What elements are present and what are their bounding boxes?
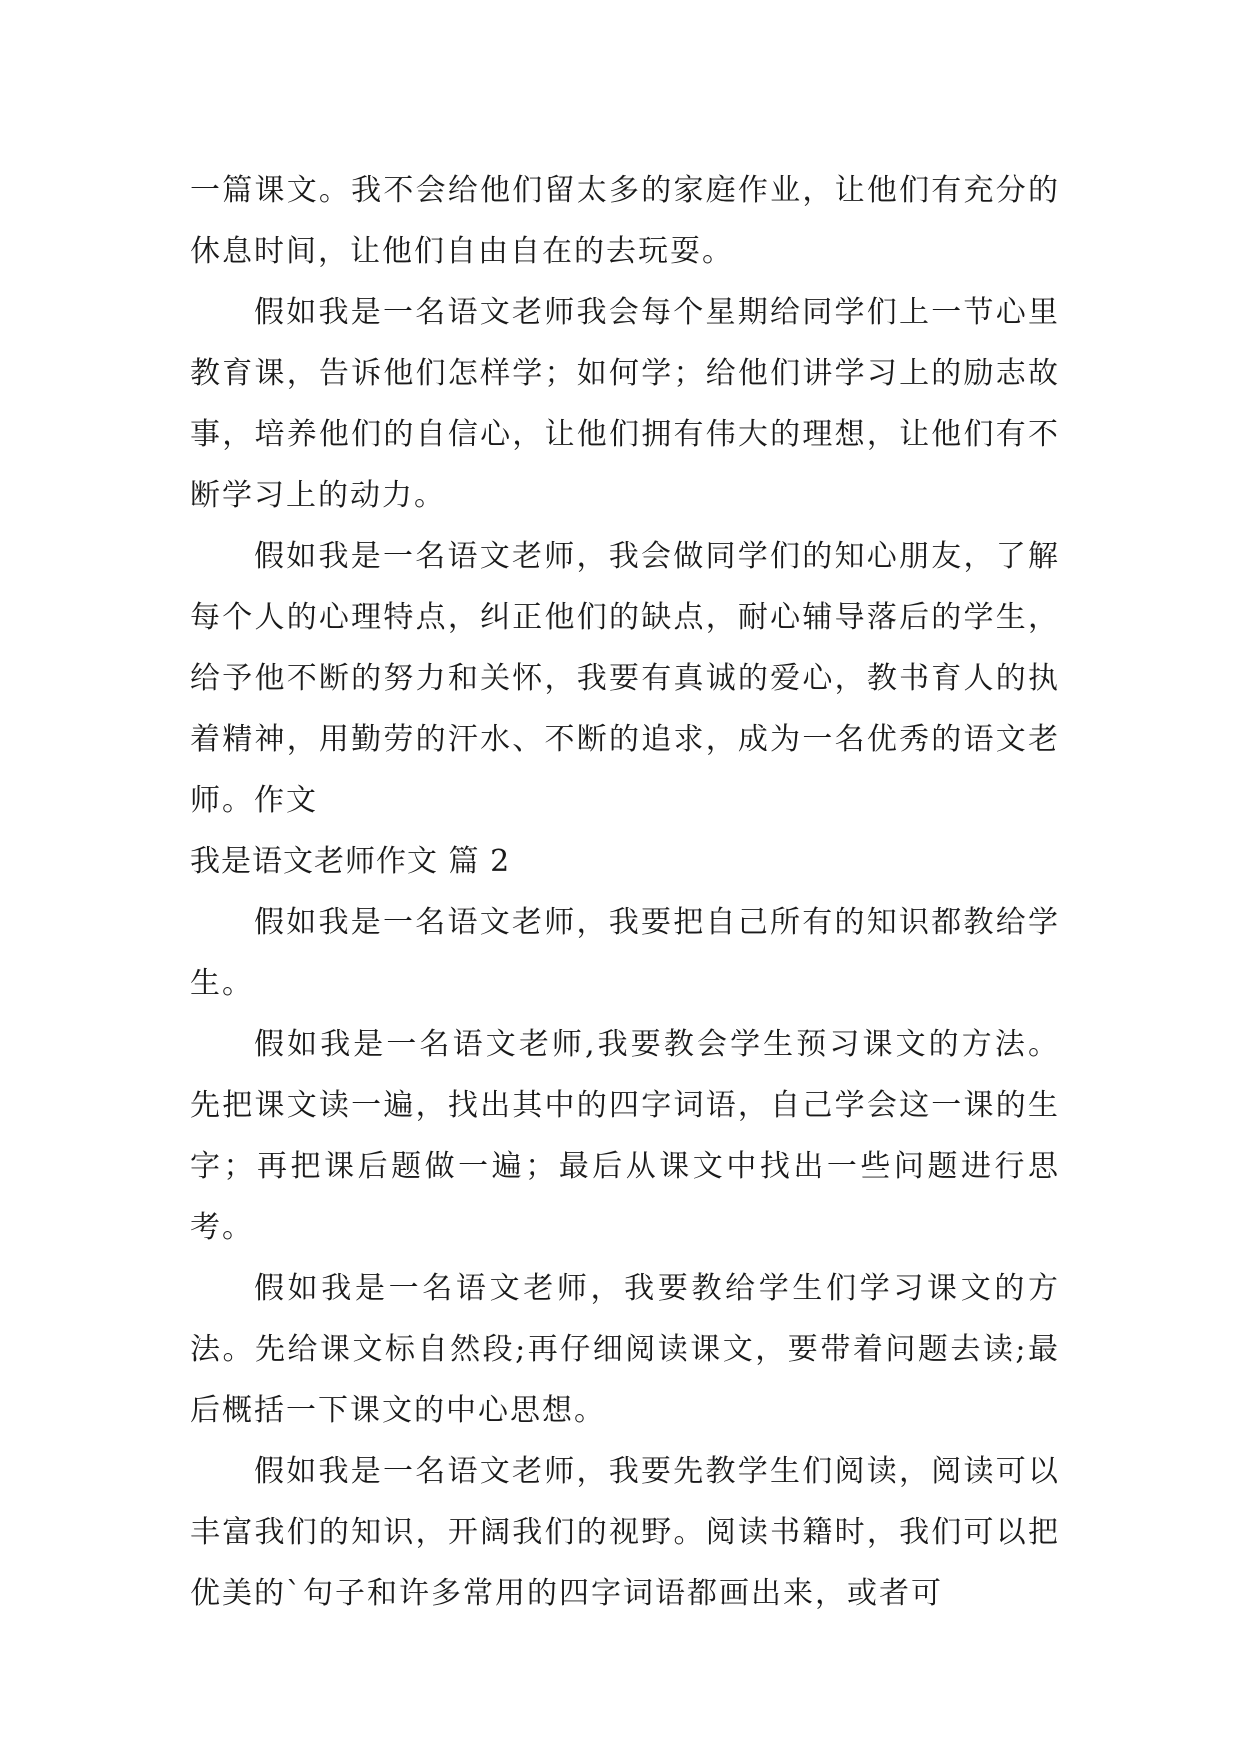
- paragraph-friend: 假如我是一名语文老师，我会做同学们的知心朋友，了解每个人的心理特点，纠正他们的缺点，耐心辅导落后的学生，给予他不断的努力和关怀，我要有真诚的爱心，教书育人的执着精神，用勤劳的汗水、不断的追求，成为一名优秀的语文老师。作文: [190, 539, 1060, 818]
- paragraph-preview-method: 假如我是一名语文老师,我要教会学生预习课文的方法。先把课文读一遍，找出其中的四字词语，自己学会这一课的生字；再把课后题做一遍；最后从课文中找出一些问题进行思考。: [190, 1027, 1060, 1245]
- paragraph-teach-knowledge: 假如我是一名语文老师，我要把自己所有的知识都教给学生。: [190, 905, 1060, 1001]
- paragraph-continuation: 一篇课文。我不会给他们留太多的家庭作业，让他们有充分的休息时间，让他们自由自在的去玩耍。: [190, 173, 1060, 269]
- document-page: [190, 160, 1060, 1611]
- paragraph-heart-education: 假如我是一名语文老师我会每个星期给同学们上一节心里教育课，告诉他们怎样学；如何学；给他们讲学习上的励志故事，培养他们的自信心，让他们拥有伟大的理想，让他们有不断学习上的动力。: [190, 295, 1060, 513]
- section-heading: 我是语文老师作文 篇 2: [190, 844, 511, 879]
- paragraph-study-method: 假如我是一名语文老师，我要教给学生们学习课文的方法。先给课文标自然段;再仔细阅读课文，要带着问题去读;最后概括一下课文的中心思想。: [190, 1271, 1060, 1428]
- paragraph-reading: 假如我是一名语文老师，我要先教学生们阅读，阅读可以丰富我们的知识，开阔我们的视野。阅读书籍时，我们可以把优美的`句子和许多常用的四字词语都画出来，或者可: [190, 1454, 1060, 1611]
